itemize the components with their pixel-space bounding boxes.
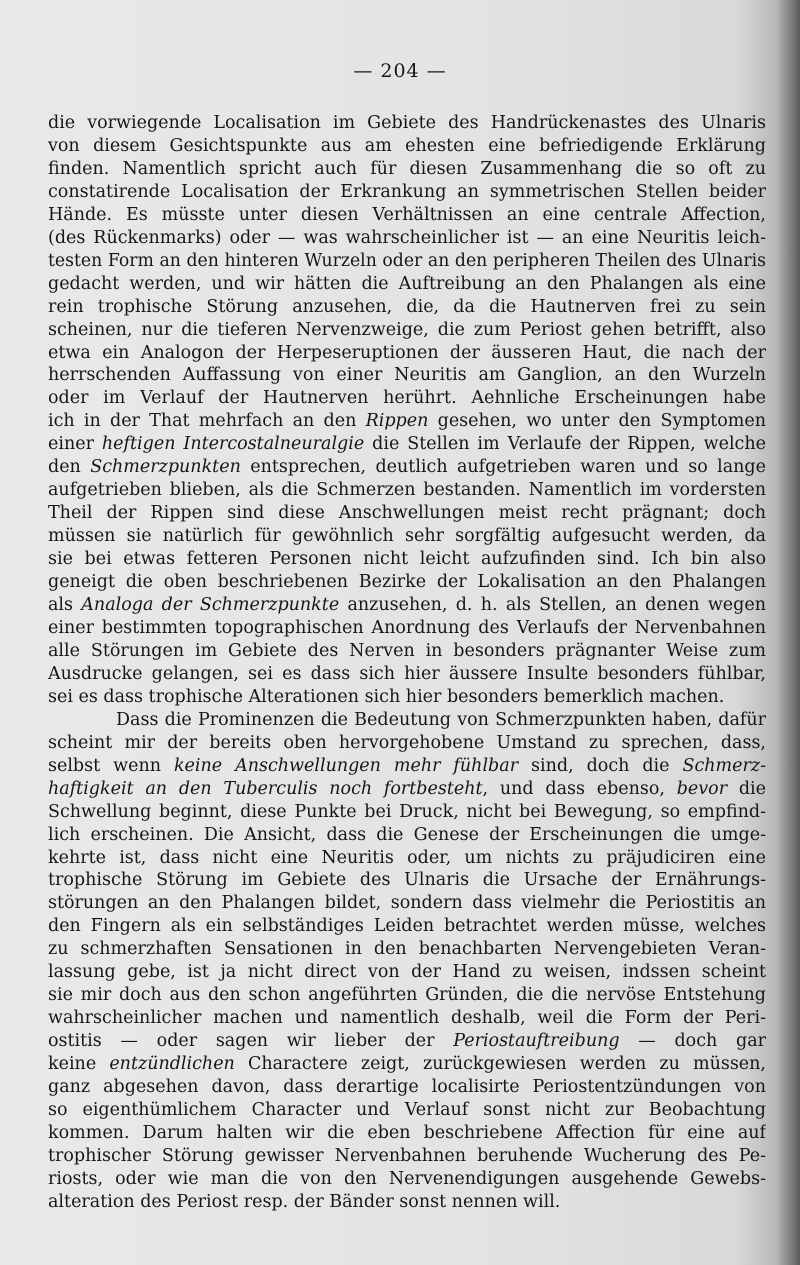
- text-line: [48, 1099, 766, 1122]
- text-line: [48, 617, 766, 640]
- text-segment: sei es dass trophische Alterationen sich hier besonders bemerklich machen.: [48, 686, 725, 707]
- text-line: [48, 204, 766, 227]
- italic-text: heftigen Intercostalneuralgie: [101, 434, 365, 455]
- text-line: [48, 502, 766, 525]
- text-segment: scheint mir der bereits oben hervorgehobene Umstand zu sprechen, dass,: [48, 732, 766, 753]
- italic-text: Analoga der Schmerzpunkte: [81, 595, 340, 616]
- text-segment: constatirende Localisation der Erkrankung an symmetrischen Stellen beider: [48, 181, 766, 202]
- text-line: [48, 1076, 766, 1099]
- text-line: [48, 548, 766, 571]
- text-segment: riosts, oder wie man die von den Nervenendigungen ausgehende Gewebs-: [48, 1168, 766, 1189]
- text-segment: (des Rückenmarks) oder — was wahrscheinlicher ist — an eine Neuritis leich-: [48, 227, 766, 248]
- text-line: [48, 984, 766, 1007]
- text-line: [48, 594, 766, 617]
- text-line: [48, 1007, 766, 1030]
- text-line: [48, 755, 766, 778]
- text-segment: von diesem Gesichtspunkte aus am ehesten eine befriedigende Erklärung: [48, 135, 766, 156]
- text-segment: aufgetrieben blieben, als die Schmerzen bestanden. Namentlich im vordersten: [48, 480, 766, 501]
- text-line: [48, 135, 766, 158]
- text-segment: ich in der That mehrfach an den: [48, 411, 366, 432]
- text-segment: anzusehen, d. h. als Stellen, an denen wegen: [339, 595, 766, 616]
- text-line: [48, 961, 766, 984]
- text-segment: gesehen, wo unter den Symptomen: [428, 411, 766, 432]
- italic-text: bevor: [676, 778, 728, 799]
- text-segment: sie mir doch aus den schon angeführten Gründen, die die nervöse Entstehung: [48, 985, 766, 1006]
- text-line: [48, 319, 766, 342]
- text-line: [48, 250, 766, 273]
- text-segment: ostitis — oder sagen wir lieber der: [48, 1031, 454, 1052]
- text-segment: lassung gebe, ist ja nicht direct von der Hand zu weisen, indssen scheint: [48, 962, 766, 983]
- text-segment: alle Störungen im Gebiete des Nerven in besonders prägnanter Weise zum: [48, 640, 766, 661]
- text-line: [48, 296, 766, 319]
- paragraph: [48, 709, 766, 1214]
- text-segment: als: [48, 595, 82, 616]
- paragraph: [48, 112, 766, 709]
- text-line: [48, 732, 766, 755]
- body-text: [48, 112, 766, 1214]
- text-segment: entsprechen, deutlich aufgetrieben waren und so lange: [240, 457, 766, 478]
- text-line: [48, 824, 766, 847]
- text-segment: zu schmerzhaften Sensationen in den benachbarten Nervengebieten Veran-: [48, 939, 766, 960]
- text-segment: sind, doch die: [518, 755, 683, 776]
- text-line: [48, 892, 766, 915]
- text-segment: einer bestimmten topographischen Anordnung des Verlaufs der Nervenbahnen: [48, 617, 766, 638]
- text-segment: ganz abgesehen davon, dass derartige localisirte Periostentzündungen von: [48, 1077, 766, 1098]
- text-line: [48, 1145, 766, 1168]
- text-segment: Dass die Prominenzen die Bedeutung von Schmerzpunkten haben, dafür: [116, 709, 766, 730]
- text-segment: den Fingern als ein selbständiges Leiden betrachtet werden müsse, welches: [48, 916, 766, 937]
- text-line: [48, 709, 766, 732]
- text-segment: sie bei etwas fetteren Personen nicht leicht aufzufinden sind. Ich bin also: [48, 549, 766, 570]
- text-segment: kommen. Darum halten wir die eben beschriebene Affection für eine auf: [48, 1122, 766, 1143]
- text-line: [48, 342, 766, 365]
- text-line: [48, 915, 766, 938]
- text-line: [48, 686, 766, 709]
- text-segment: lich erscheinen. Die Ansicht, dass die Genese der Erscheinungen die umge-: [48, 824, 766, 845]
- text-line: [48, 1030, 766, 1053]
- text-segment: etwa ein Analogon der Herpeseruptionen der äusseren Haut, die nach der: [48, 342, 766, 363]
- text-line: [48, 847, 766, 870]
- text-line: [48, 571, 766, 594]
- text-line: [48, 1122, 766, 1145]
- text-line: [48, 433, 766, 456]
- text-segment: selbst wenn: [48, 755, 174, 776]
- text-line: [48, 273, 766, 296]
- text-line: [48, 640, 766, 663]
- text-segment: keine: [48, 1054, 110, 1075]
- text-segment: — doch gar: [619, 1031, 766, 1052]
- text-line: [48, 801, 766, 824]
- text-line: [48, 227, 766, 250]
- text-segment: testen Form an den hinteren Wurzeln oder an den peripheren Theilen des Ulnaris: [48, 250, 766, 271]
- text-line: [48, 525, 766, 548]
- text-segment: die: [727, 778, 766, 799]
- italic-text: Schmerz-: [682, 755, 766, 776]
- text-segment: kehrte ist, dass nicht eine Neuritis oder, um nichts zu präjudiciren eine: [48, 847, 766, 868]
- text-segment: trophische Störung im Gebiete des Ulnaris die Ursache der Ernährungs-: [48, 870, 766, 891]
- text-line: [48, 158, 766, 181]
- text-segment: störungen an den Phalangen bildet, sondern dass vielmehr die Periostitis an: [48, 893, 766, 914]
- italic-text: haftigkeit an den Tuberculis noch fortbesteht: [48, 778, 483, 799]
- text-line: [48, 938, 766, 961]
- text-segment: einer: [48, 434, 102, 455]
- text-line: [48, 479, 766, 502]
- text-line: [48, 778, 766, 801]
- text-line: [48, 869, 766, 892]
- text-segment: Theil der Rippen sind diese Anschwellungen meist recht prägnant; doch: [48, 503, 766, 524]
- text-segment: müssen sie natürlich für gewöhnlich sehr sorgfältig aufgesucht werden, da: [48, 526, 766, 547]
- text-line: [48, 1191, 766, 1214]
- text-line: [48, 1168, 766, 1191]
- text-segment: Hände. Es müsste unter diesen Verhältnissen an eine centrale Affection,: [48, 204, 766, 225]
- text-segment: finden. Namentlich spricht auch für diesen Zusammenhang die so oft zu: [48, 158, 766, 179]
- text-segment: scheinen, nur die tieferen Nervenzweige, die zum Periost gehen betrifft, also: [48, 319, 766, 340]
- text-line: [48, 112, 766, 135]
- text-segment: so eigenthümlichem Character und Verlauf sonst nicht zur Beobachtung: [48, 1099, 766, 1120]
- text-line: [48, 1053, 766, 1076]
- text-line: [48, 663, 766, 686]
- text-segment: rein trophische Störung anzusehen, die, da die Hautnerven frei zu sein: [48, 296, 766, 317]
- text-segment: gedacht werden, und wir hätten die Auftreibung an den Phalangen als eine: [48, 273, 766, 294]
- italic-text: Periostauftreibung: [453, 1031, 620, 1052]
- text-segment: die Stellen im Verlaufe der Rippen, welche: [364, 434, 766, 455]
- italic-text: Rippen: [365, 411, 429, 432]
- text-line: [48, 364, 766, 387]
- page-number: — 204 —: [353, 60, 447, 82]
- italic-text: keine Anschwellungen mehr fühlbar: [173, 755, 519, 776]
- text-segment: den: [48, 457, 91, 478]
- italic-text: entzündlichen: [109, 1054, 235, 1075]
- text-segment: alteration des Periost resp. der Bänder sonst nennen will.: [48, 1191, 561, 1212]
- text-line: [48, 456, 766, 479]
- text-segment: trophischer Störung gewisser Nervenbahnen beruhende Wucherung des Pe-: [48, 1145, 766, 1166]
- text-segment: oder im Verlauf der Hautnerven herührt. Aehnliche Erscheinungen habe: [48, 388, 766, 409]
- text-segment: die vorwiegende Localisation im Gebiete des Handrückenastes des Ulnaris: [48, 113, 766, 133]
- text-segment: geneigt die oben beschriebenen Bezirke der Lokalisation an den Phalangen: [48, 572, 766, 593]
- text-segment: herrschenden Auffassung von einer Neuritis am Ganglion, an den Wurzeln: [48, 365, 766, 386]
- text-segment: Schwellung beginnt, diese Punkte bei Druck, nicht bei Bewegung, so empfind-: [48, 801, 766, 822]
- text-segment: , und dass ebenso,: [482, 778, 677, 799]
- text-line: [48, 387, 766, 410]
- text-line: [48, 181, 766, 204]
- text-segment: Charactere zeigt, zurückgewiesen werden zu müssen,: [234, 1054, 766, 1075]
- text-segment: Ausdrucke gelangen, sei es dass sich hier äussere Insulte besonders fühlbar,: [48, 663, 766, 684]
- text-line: [48, 410, 766, 433]
- italic-text: Schmerzpunkten: [90, 457, 241, 478]
- text-segment: wahrscheinlicher machen und namentlich deshalb, weil die Form der Peri-: [48, 1008, 766, 1029]
